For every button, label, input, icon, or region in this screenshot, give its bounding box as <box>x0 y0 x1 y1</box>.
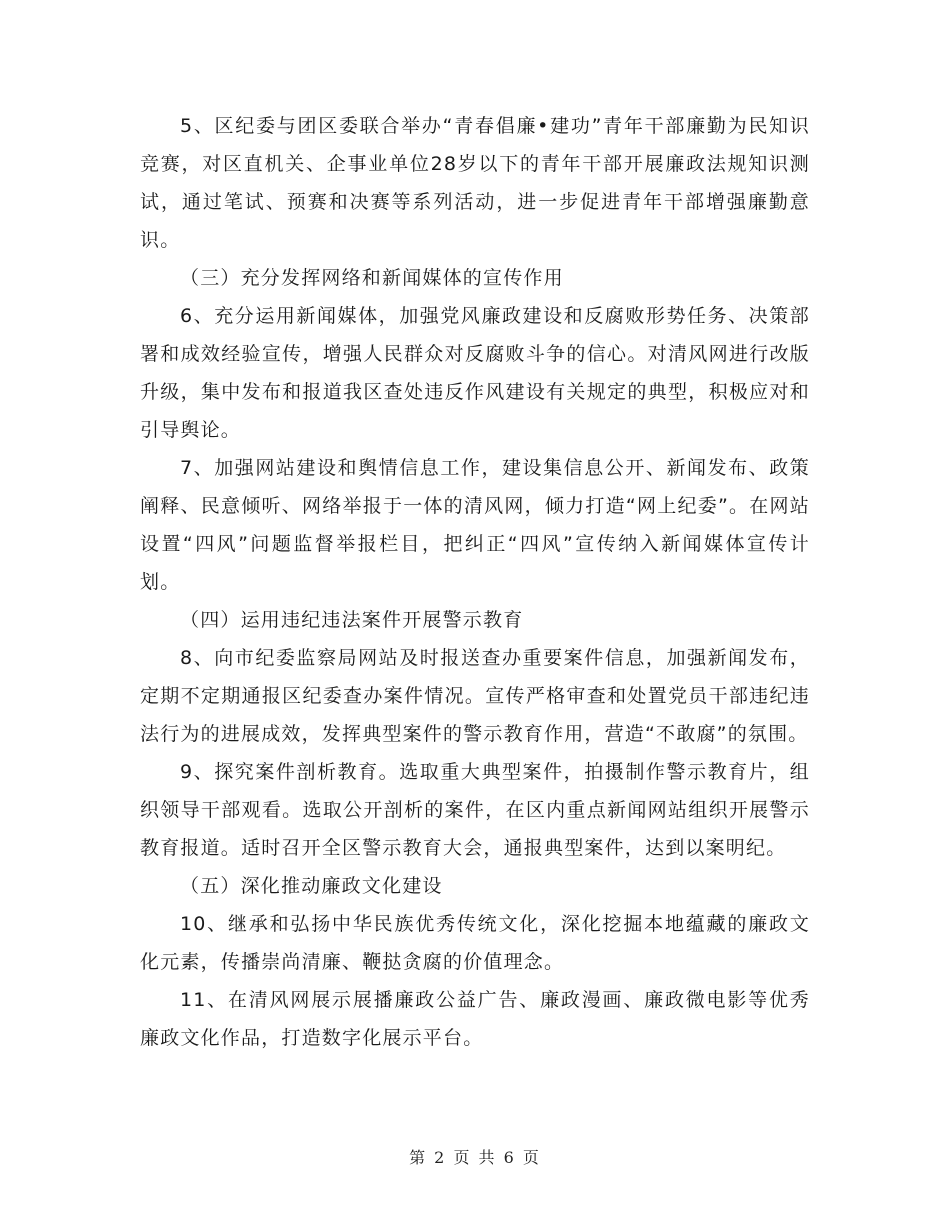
section-heading-5: （五）深化推动廉政文化建设 <box>180 875 443 897</box>
paragraph-9: 9、探究案件剖析教育。选取重大典型案件，拍摄制作警示教育片，组织领导干部观看。选取公开剖析的案件，在区内重点新闻网站组织开展警示教育报道。适时召开全区警示教育大会，通报典型案件，达到以案明纪。 <box>140 761 810 859</box>
paragraph-5: 5、区纪委与团区委联合举办“青春倡廉•建功”青年干部廉勤为民知识竞赛，对区直机关、企事业单位28岁以下的青年干部开展廉政法规知识测试，通过笔试、预赛和决赛等系列活动，进一步促进青年干部增强廉勤意识。 <box>140 115 810 251</box>
paragraph-11: 11、在清风网展示展播廉政公益广告、廉政漫画、廉政微电影等优秀廉政文化作品，打造数字化展示平台。 <box>140 989 810 1049</box>
document-body <box>140 107 810 1057</box>
paragraph-10: 10、继承和弘扬中华民族优秀传统文化，深化挖掘本地蕴藏的廉政文化元素，传播崇尚清廉、鞭挞贪腐的价值理念。 <box>140 913 810 973</box>
paragraph-8: 8、向市纪委监察局网站及时报送查办重要案件信息，加强新闻发布，定期不定期通报区纪委查办案件情况。宣传严格审查和处置党员干部违纪违法行为的进展成效，发挥典型案件的警示教育作用，营造“不敢腐”的氛围。 <box>140 647 810 745</box>
section-heading-4: （四）运用违纪违法案件开展警示教育 <box>180 609 524 631</box>
paragraph-6: 6、充分运用新闻媒体，加强党风廉政建设和反腐败形势任务、决策部署和成效经验宣传，增强人民群众对反腐败斗争的信心。对清风网进行改版升级，集中发布和报道我区查处违反作风建设有关规定的典型，积极应对和引导舆论。 <box>140 305 810 441</box>
section-heading-3: （三）充分发挥网络和新闻媒体的宣传作用 <box>180 267 564 289</box>
paragraph-7: 7、加强网站建设和舆情信息工作，建设集信息公开、新闻发布、政策阐释、民意倾听、网络举报于一体的清风网，倾力打造“网上纪委”。在网站设置“四风”问题监督举报栏目，把纠正“四风”宣传纳入新闻媒体宣传计划。 <box>140 457 810 593</box>
page-footer: 第 2 页 共 6 页 <box>409 1148 541 1167</box>
